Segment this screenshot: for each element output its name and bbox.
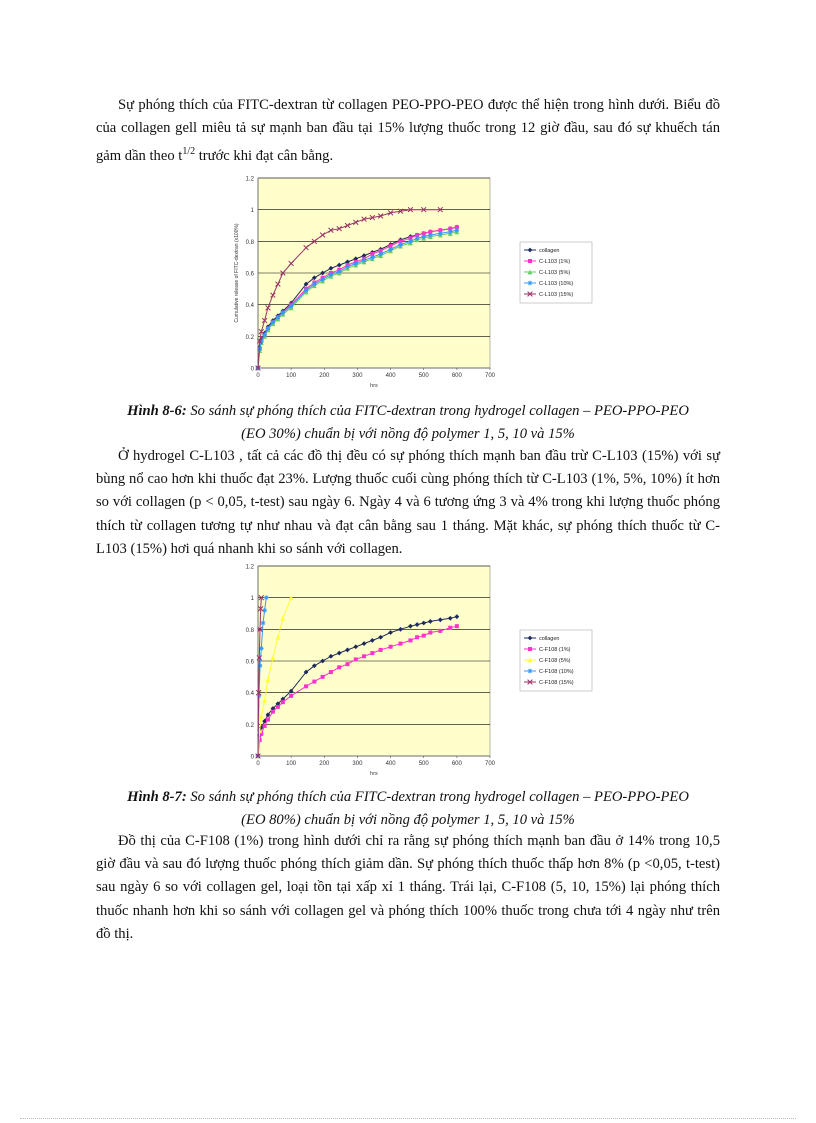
figure-8-6-caption-line2: (EO 30%) chuẩn bị với nồng độ polymer 1, 5, 10 và 15%	[241, 426, 575, 442]
data-point	[276, 705, 280, 709]
data-point	[263, 724, 267, 728]
paragraph-c-l103: Ở hydrogel C-L103 , tất cả các đồ thị đều có sự phóng thích mạnh ban đầu trừ C-L103 (15%) với sự bùng nổ cao hơn khi thuốc đạt 23%. Lượng thuốc cuối cùng phóng thích từ C-L103 (1%, 5%, 10%) ít hơn so với collagen (p < 0,05, t-test) sau ngày 6. Ngày 4 và 6 tương ứng 3 và 4% trong khi lượng thuốc phóng thích từ collagen tương tự như nhau và đạt cân bằng sau 1 tháng. Mặt khác, sự phóng thích thuốc từ C-L103 (15%) hơi quá nhanh khi so sánh với collagen.	[96, 448, 720, 557]
legend-swatch-marker	[528, 669, 533, 674]
y-tick-label: 0.2	[245, 334, 254, 341]
figure-8-7-caption	[96, 786, 720, 832]
x-tick-label: 500	[418, 373, 429, 379]
data-point	[422, 634, 426, 638]
x-tick-label: 0	[256, 761, 260, 767]
data-point	[289, 694, 293, 698]
x-tick-label: 200	[319, 373, 330, 379]
data-point	[345, 264, 350, 269]
data-point	[329, 670, 333, 674]
legend-entry: C-F108 (10%)	[539, 669, 574, 675]
figure-8-6-caption	[96, 400, 720, 446]
y-tick-label: 0.6	[245, 271, 254, 278]
data-point	[281, 700, 285, 704]
chart-8-7-svg	[230, 558, 600, 784]
page-bottom-divider	[20, 1118, 796, 1119]
figure-8-7-chart	[230, 558, 600, 784]
x-tick-label: 0	[256, 373, 260, 379]
x-tick-label: 600	[451, 373, 462, 379]
chart-8-6-svg	[230, 170, 600, 396]
y-tick-label: 0.8	[245, 239, 254, 246]
data-point	[415, 635, 419, 639]
x-tick-label: 700	[484, 373, 496, 379]
data-point	[345, 662, 349, 666]
data-point	[321, 675, 325, 679]
data-point	[389, 645, 393, 649]
data-point	[275, 315, 280, 320]
x-tick-label: 300	[352, 761, 363, 767]
x-tick-label: 100	[286, 373, 297, 379]
data-point	[408, 638, 412, 642]
legend-swatch-marker	[528, 259, 532, 263]
data-point	[438, 629, 442, 633]
legend-entry: collagen	[539, 636, 560, 642]
figure-8-6-chart	[230, 170, 600, 396]
figure-8-7-label: Hình 8-7:	[127, 789, 187, 805]
paragraph-intro-superscript: 1/2	[182, 146, 196, 158]
data-point	[320, 277, 325, 282]
data-point	[271, 710, 275, 714]
legend-entry: C-L103 (10%)	[539, 281, 574, 287]
data-point	[454, 228, 459, 233]
data-point	[455, 624, 459, 628]
legend-entry: collagen	[539, 248, 560, 254]
y-tick-label: 0.4	[245, 691, 254, 698]
chart-legend	[520, 630, 592, 691]
y-tick-label: 1.2	[245, 564, 254, 571]
chart-legend	[520, 242, 592, 303]
x-tick-label: 300	[352, 373, 363, 379]
x-tick-label: 200	[319, 761, 330, 767]
y-tick-label: 1	[250, 596, 254, 603]
x-axis-label: hrs	[370, 383, 378, 389]
legend-entry: C-L103 (15%)	[539, 292, 574, 298]
legend-entry: C-F108 (15%)	[539, 680, 574, 686]
data-point	[415, 236, 420, 241]
figure-8-6-label: Hình 8-6:	[127, 403, 187, 419]
data-point	[428, 631, 432, 635]
y-tick-label: 0	[250, 366, 254, 373]
legend-entry: C-F108 (5%)	[539, 658, 571, 664]
data-point	[312, 680, 316, 684]
y-tick-label: 0.2	[245, 722, 254, 729]
data-point	[399, 642, 403, 646]
legend-entry: C-L103 (1%)	[539, 259, 571, 265]
x-tick-label: 600	[451, 761, 462, 767]
data-point	[379, 648, 383, 652]
y-tick-label: 0.6	[245, 659, 254, 666]
data-point	[329, 272, 334, 277]
legend-swatch-marker	[528, 647, 532, 651]
y-tick-label: 0.4	[245, 303, 254, 310]
paragraph-c-f108: Đồ thị của C-F108 (1%) trong hình dưới chỉ ra rằng sự phóng thích mạnh ban đầu ở 14% trong 10,5 giờ đầu và sau đó lượng thuốc phóng thích giảm dần. Sự phóng thích thuốc thấp hơn 8% (p <0,05, t-test) sau ngày 6 so với collagen gel, loại tồn tại xấp xỉ 1 tháng. Trái lại, C-F108 (5, 10, 15%) lại phóng thích thuốc nhanh hơn khi so sánh với collagen gel và phóng thích 100% thuốc trong chưa tới 4 ngày như trên đồ thị.	[96, 833, 720, 942]
paragraph-intro-text: Sự phóng thích của FITC-dextran từ collagen PEO-PPO-PEO được thể hiện trong hình dưới. Biểu đồ của collagen gell miêu tả sự mạnh ban đầu tại 15% lượng thuốc trong 12 giờ đầu, sau đó sự khuếch tán gảm dần theo t	[96, 97, 720, 165]
data-point	[289, 304, 294, 309]
y-axis-label: Cumulative release of FITC-dextran (x100%)	[234, 223, 240, 323]
y-tick-label: 0	[250, 754, 254, 761]
data-point	[370, 255, 375, 260]
x-tick-label: 500	[418, 761, 429, 767]
figure-8-6-caption-text: So sánh sự phóng thích của FITC-dextran trong hydrogel collagen – PEO-PPO-PEO	[186, 403, 689, 419]
data-point	[428, 233, 433, 238]
data-point	[362, 654, 366, 658]
paragraph-intro	[96, 94, 720, 168]
data-point	[261, 621, 266, 626]
y-tick-label: 1.2	[245, 176, 254, 183]
x-tick-label: 100	[286, 761, 297, 767]
data-point	[312, 282, 317, 287]
x-tick-label: 400	[385, 373, 396, 379]
x-axis-label: hrs	[370, 771, 378, 777]
legend-entry: C-L103 (5%)	[539, 270, 571, 276]
y-tick-label: 0.8	[245, 627, 254, 634]
data-point	[304, 684, 308, 688]
paragraph-intro-end: trước khi đạt cân bằng.	[195, 148, 334, 165]
legend-swatch-marker	[528, 281, 533, 286]
data-point	[337, 665, 341, 669]
legend-entry: C-F108 (1%)	[539, 647, 571, 653]
data-point	[266, 718, 270, 722]
data-point	[280, 310, 285, 315]
data-point	[448, 626, 452, 630]
x-tick-label: 400	[385, 761, 396, 767]
figure-8-7-caption-line2: (EO 80%) chuẩn bị với nồng độ polymer 1, 5, 10 và 15%	[241, 812, 575, 828]
y-tick-label: 1	[250, 208, 254, 215]
data-point	[388, 247, 393, 252]
x-tick-label: 700	[484, 761, 496, 767]
data-point	[378, 252, 383, 257]
data-point	[354, 657, 358, 661]
data-point	[258, 663, 263, 668]
figure-8-7-caption-text: So sánh sự phóng thích của FITC-dextran trong hydrogel collagen – PEO-PPO-PEO	[186, 789, 689, 805]
data-point	[370, 651, 374, 655]
